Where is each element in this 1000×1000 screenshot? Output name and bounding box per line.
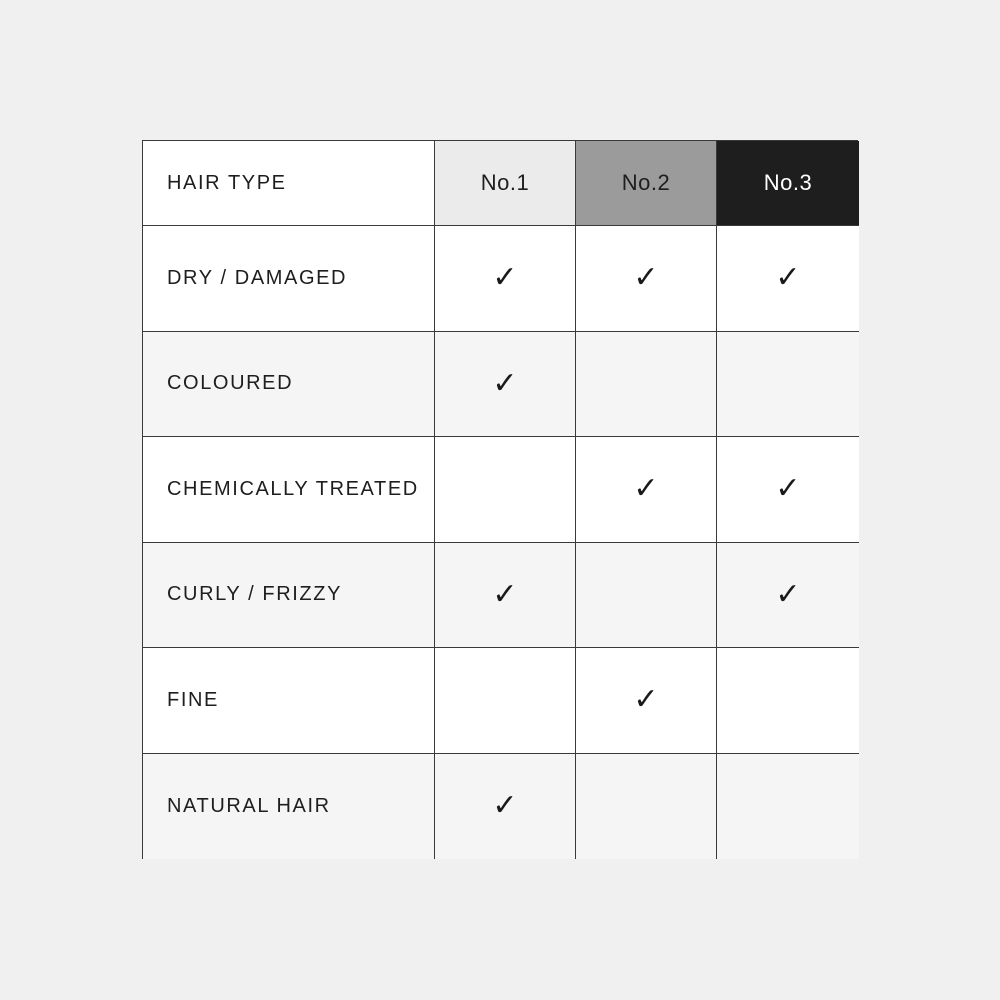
check-cell-no1 <box>435 332 576 438</box>
header-no1: No.1 <box>435 141 576 226</box>
check-cell-no1 <box>435 754 576 860</box>
row-label: NATURAL HAIR <box>143 754 435 860</box>
row-label: CURLY / FRIZZY <box>143 543 435 649</box>
row-label: FINE <box>143 648 435 754</box>
check-cell-no2 <box>576 543 717 649</box>
check-cell-no1 <box>435 648 576 754</box>
check-icon: ✓ <box>492 260 518 296</box>
check-cell-no2 <box>576 332 717 438</box>
check-icon: ✓ <box>775 576 801 612</box>
check-cell-no2 <box>576 754 717 860</box>
header-no3: No.3 <box>717 141 859 226</box>
check-icon: ✓ <box>492 576 518 612</box>
check-icon: ✓ <box>492 788 518 824</box>
check-cell-no2 <box>576 437 717 543</box>
header-no2: No.2 <box>576 141 717 226</box>
check-cell-no1 <box>435 437 576 543</box>
check-icon: ✓ <box>775 260 801 296</box>
check-cell-no3 <box>717 226 859 332</box>
check-icon: ✓ <box>633 682 659 718</box>
check-icon: ✓ <box>633 471 659 507</box>
check-cell-no1 <box>435 226 576 332</box>
check-cell-no2 <box>576 226 717 332</box>
hair-type-comparison-table <box>142 140 858 859</box>
row-label: DRY / DAMAGED <box>143 226 435 332</box>
check-cell-no3 <box>717 437 859 543</box>
check-cell-no3 <box>717 543 859 649</box>
check-cell-no1 <box>435 543 576 649</box>
check-cell-no3 <box>717 754 859 860</box>
check-cell-no3 <box>717 332 859 438</box>
row-label: COLOURED <box>143 332 435 438</box>
check-cell-no2 <box>576 648 717 754</box>
check-icon: ✓ <box>492 365 518 401</box>
header-hair-type-label: HAIR TYPE <box>143 141 435 226</box>
check-cell-no3 <box>717 648 859 754</box>
row-label: CHEMICALLY TREATED <box>143 437 435 543</box>
check-icon: ✓ <box>775 471 801 507</box>
check-icon: ✓ <box>633 260 659 296</box>
